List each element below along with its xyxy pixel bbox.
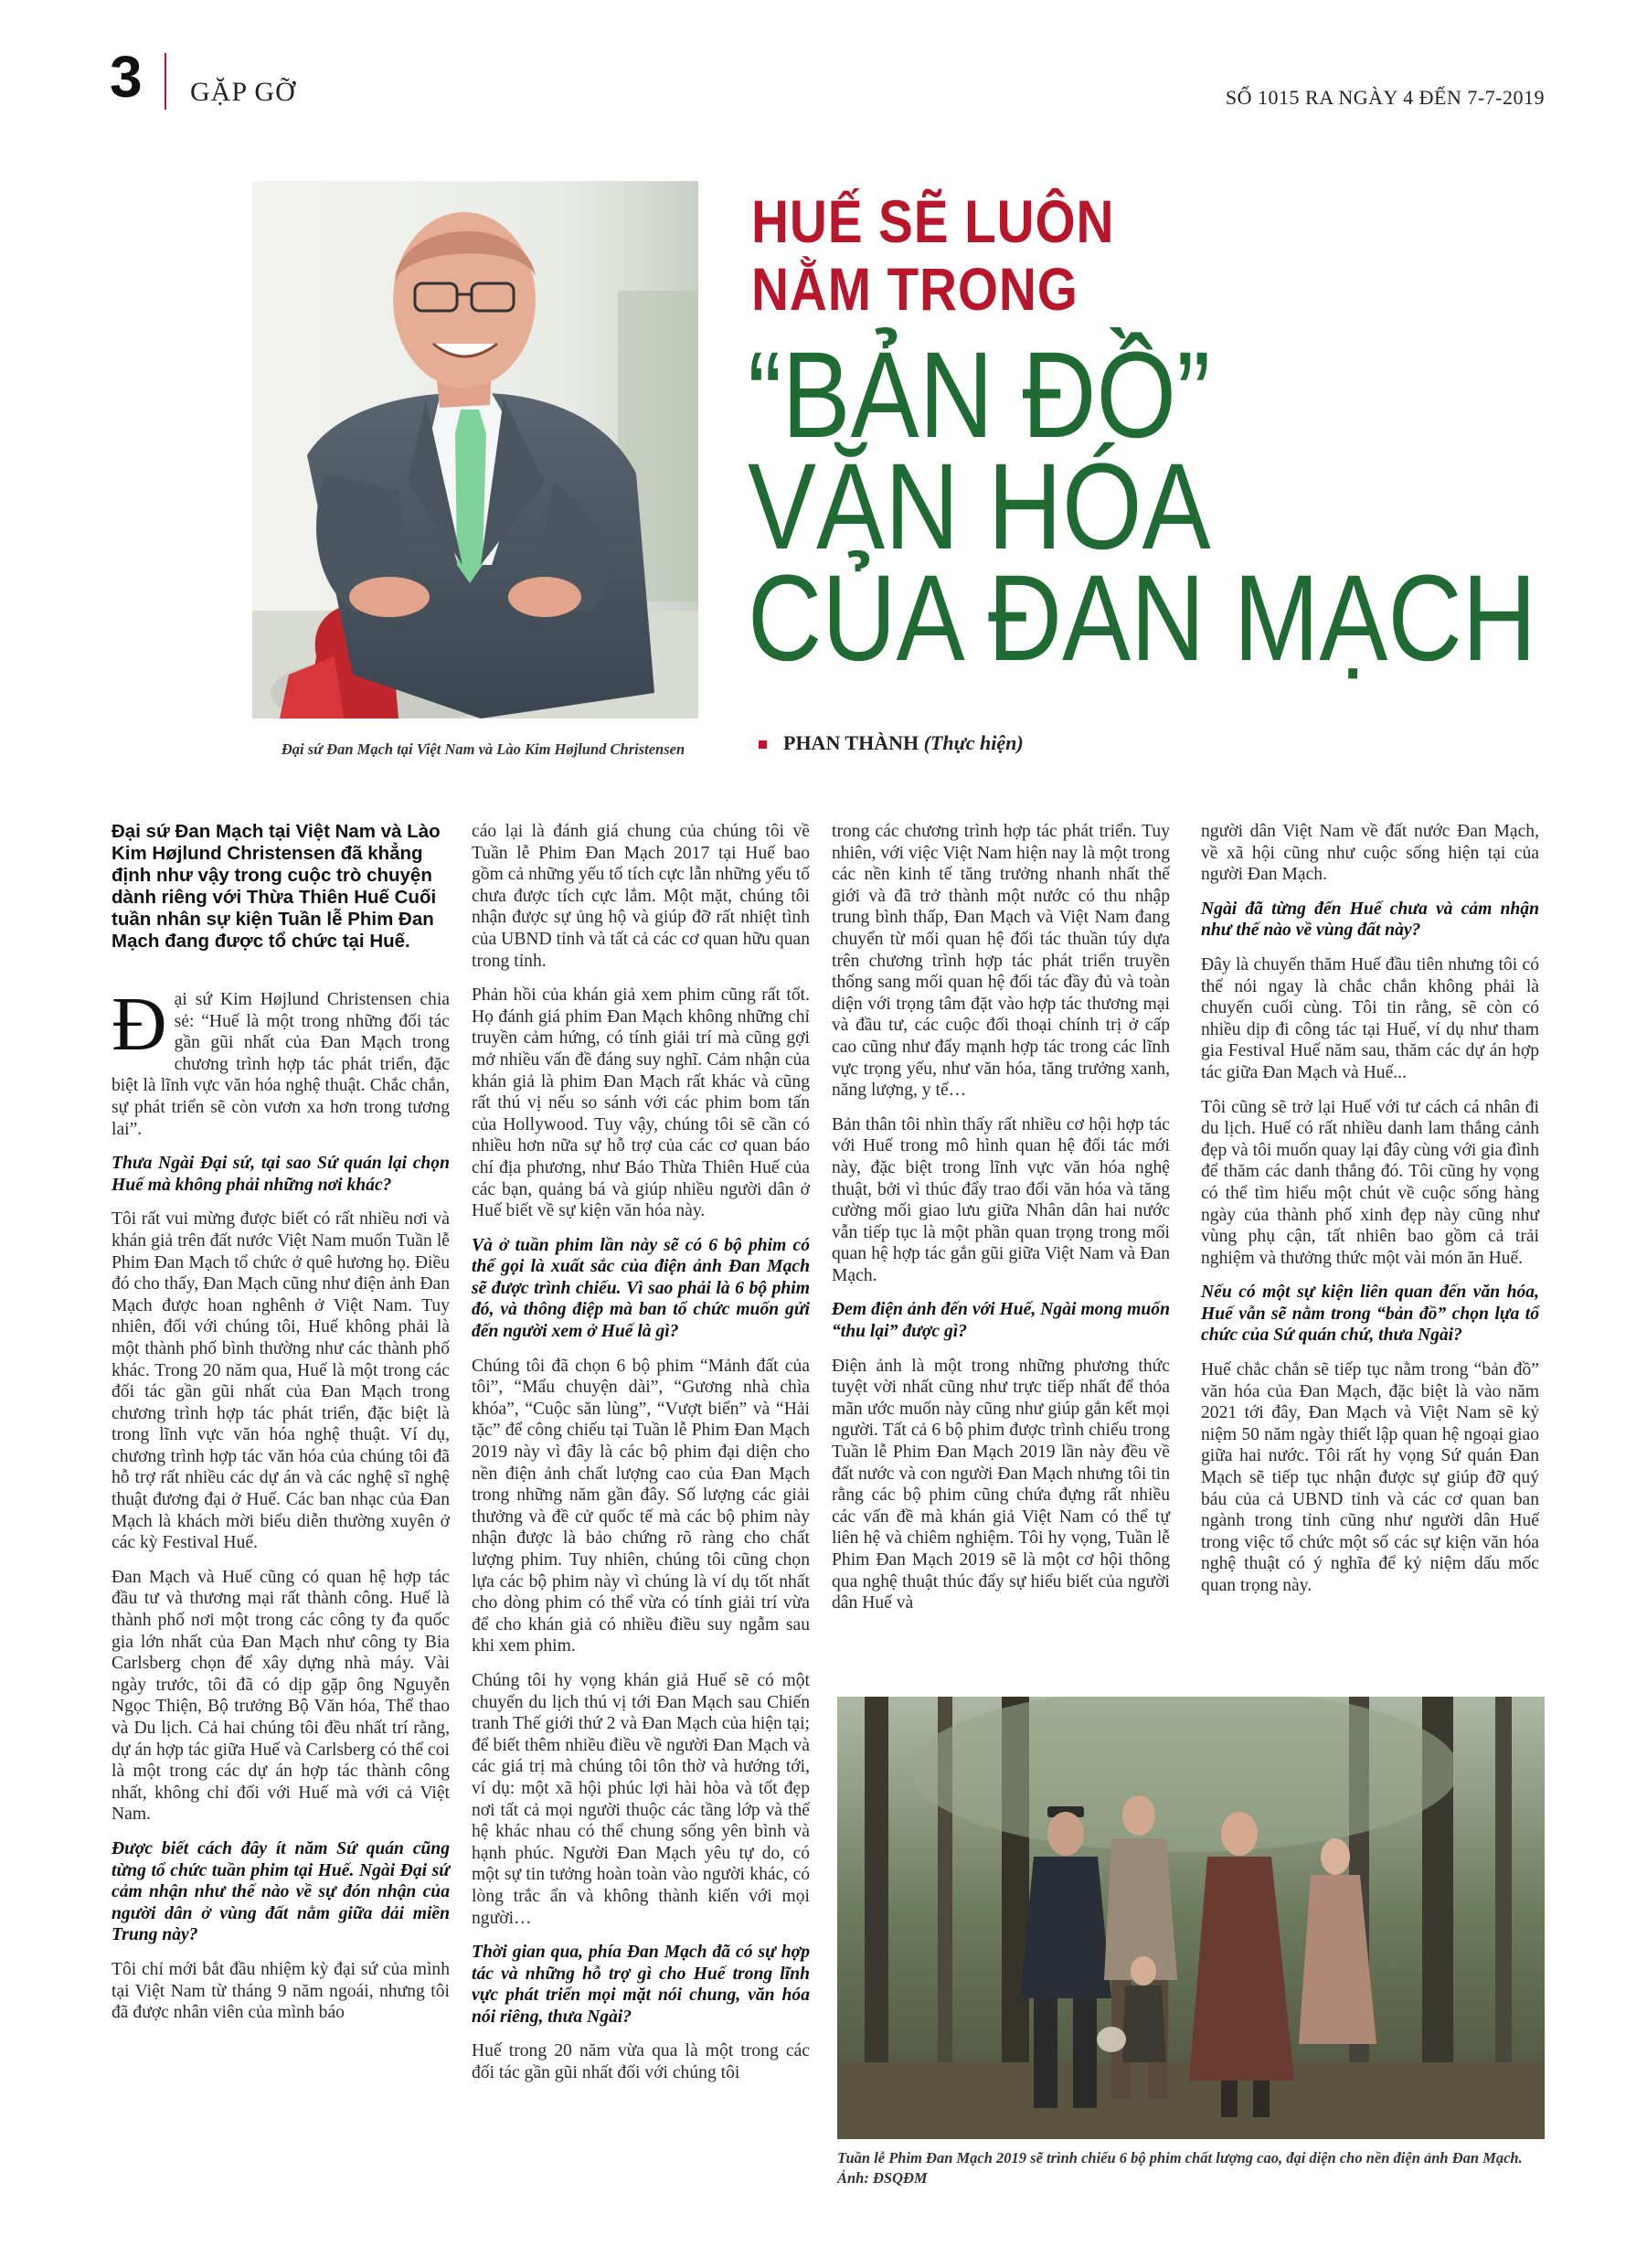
film-still-image [837, 1697, 1545, 2139]
paragraph: Tôi rất vui mừng được biết có rất nhiều nơi và khán giả trên đất nước Việt Nam muốn Tuần lễ Phim Đan Mạch tổ chức ở quê hương họ. Điều đó cho thấy, Đan Mạch cũng như điện ảnh Đan Mạch được hoan nghênh ở Việt Nam. Tuy nhiên, đối với chúng tôi, Huế không phải là một thành phố bình thường như các thành phố khác. Trong 20 năm qua, Huế là một trong các đối tác gần gũi nhất của Đan Mạch trong chương trình hợp tác phát triển, đặc biệt là trong lĩnh vực văn hóa nghệ thuật. Ví dụ, chương trình hợp tác văn hóa của chúng tôi đã hỗ trợ rất nhiều các dự án và các nghệ sĩ nghệ thuật đương đại ở Huế. Các ban nhạc của Đan Mạch là khách mời biểu diễn thường xuyên ở các kỳ Festival Huế. [112, 1209, 450, 1553]
paragraph: Đan Mạch và Huế cũng có quan hệ hợp tác đầu tư và thương mại rất thành công. Huế là thành phố nơi một trong các công ty đa quốc gia lớn nhất của Đan Mạch như công ty Bia Carlsberg chọn để xây dựng nhà máy. Vài ngày trước, tôi đã có dịp gặp ông Nguyễn Ngọc Thiện, Bộ trưởng Bộ Văn hóa, Thể thao và Du lịch. Cả hai chúng tôi đều nhất trí rằng, dự án hợp tác giữa Huế và Carlsberg có thể coi là một trong các dự án hợp tác thành công nhất, không chỉ đối với Huế mà với cả Việt Nam. [112, 1567, 450, 1825]
paragraph-text: ại sứ Kim Højlund Christensen chia sẻ: “Huế là một trong những đối tác gần gũi nhất của Đan Mạch trong chương trình hợp tác phát triển, đặc biệt là lĩnh vực văn hóa nghệ thuật. Chắc chắn, sự phát triển sẽ còn vươn xa hơn trong tương lai”. [112, 990, 450, 1139]
interview-question: Nếu có một sự kiện liên quan đến văn hóa, Huế vẫn sẽ nằm trong “bản đồ” chọn lựa tổ chức của Sứ quán chứ, thưa Ngài? [1201, 1283, 1539, 1346]
byline-role: (Thực hiện) [923, 731, 1024, 754]
headline-line-5: CỦA ĐAN MẠCH [748, 550, 1537, 687]
interview-question: Đem điện ảnh đến với Huế, Ngài mong muốn “thu lại” được gì? [832, 1300, 1170, 1342]
drop-cap: Đ [112, 982, 167, 1067]
paragraph: Tôi cũng sẽ trở lại Huế với tư cách cá nhân đi du lịch. Huế có rất nhiều danh lam thắng cảnh đẹp và tôi muốn quay lại đây cùng với gia đình để thăm các danh thắng đó. Tôi cũng hy vọng có thể tìm hiểu một chút về cuộc sống hàng ngày của thành phố xinh đẹp này cũng như vùng phụ cận, tất nhiên bao gồm cả trải nghiệm và thưởng thức một vài món ăn Huế. [1201, 1097, 1539, 1268]
paragraph: Chúng tôi đã chọn 6 bộ phim “Mảnh đất của tôi”, “Mẩu chuyện dài”, “Gương nhà chìa khóa”, “Cuộc săn lùng”, “Vượt biển” và “Hải tặc” để công chiếu tại Tuần lễ Phim Đan Mạch 2019 này vì đây là các bộ phim đại diện cho nền điện ảnh chất lượng cao của Đan Mạch trong những năm gần đây. Số lượng các giải thưởng và đề cử quốc tế mà các bộ phim này nhận được là bảo chứng rõ ràng cho chất lượng phim. Tuy nhiên, chúng tôi cũng chọn lựa các bộ phim này vì chúng là ví dụ tốt nhất cho dòng phim có thể vừa có tính giải trí vừa để cho khán giả có nhiều điều suy ngẫm sau khi xem phim. [472, 1356, 810, 1656]
paragraph: Điện ảnh là một trong những phương thức tuyệt vời nhất cũng như trực tiếp nhất để thỏa mãn ước muốn này cũng như giúp gắn kết mọi người. Tất cả 6 bộ phim được trình chiếu trong Tuần lễ Phim Đan Mạch 2019 lần này đều về đất nước và con người Đan Mạch nhưng tôi tin rằng các bộ phim cũng chứa đựng rất nhiều các vấn đề mà khán giả Việt Nam có thể tự liên hệ và chiêm nghiệm. Tôi hy vọng, Tuần lễ Phim Đan Mạch 2019 sẽ là một cơ hội thông qua nghệ thuật thúc đẩy sự hiểu biết của người dân Huế và [832, 1356, 1170, 1613]
byline-bullet [759, 740, 767, 749]
article-column-3 [832, 821, 1170, 1627]
byline-author: PHAN THÀNH [783, 731, 919, 754]
interview-question: Và ở tuần phim lần này sẽ có 6 bộ phim có thể gọi là xuất sắc của điện ảnh Đan Mạch sẽ được trình chiếu. Vì sao phải là 6 bộ phim đó, và thông điệp mà ban tổ chức muốn gửi đến người xem ở Huế là gì? [472, 1235, 810, 1342]
headline-line-2: NẰM TRONG [751, 255, 1079, 323]
portrait-image [252, 181, 698, 719]
article-column-2 [472, 821, 810, 2097]
page-number: 3 [110, 44, 143, 110]
article-column-4 [1201, 821, 1539, 1610]
interview-question: Ngài đã từng đến Huế chưa và cảm nhận như thế nào về vùng đất này? [1201, 899, 1539, 941]
header-divider [165, 53, 166, 110]
paragraph: Phản hồi của khán giả xem phim cũng rất tốt. Họ đánh giá phim Đan Mạch không những chỉ truyền cảm hứng, có tính giải trí mà cũng gợi mở nhiều vấn đề đáng suy nghĩ. Cảm nhận của khán giả là phim Đan Mạch rất khác và cũng rất thú vị nếu so sánh với các phim bom tấn của Hollywood. Tuy vậy, chúng tôi sẽ cần có nhiều hơn nữa sự hỗ trợ của các cơ quan báo chí địa phương, như Báo Thừa Thiên Huế của các bạn, quảng bá và giúp nhiều người dân ở Huế biết về sự kiện văn hóa này. [472, 985, 810, 1221]
interview-question: Thưa Ngài Đại sứ, tại sao Sứ quán lại chọn Huế mà không phải những nơi khác? [112, 1154, 450, 1195]
headline-line-1: HUẾ SẼ LUÔN [751, 187, 1115, 255]
interview-question: Thời gian qua, phía Đan Mạch đã có sự hợp tác và những hỗ trợ gì cho Huế trong lĩnh vực phát triển mọi mặt nói chung, văn hóa nói riêng, thưa Ngài? [472, 1943, 810, 2027]
ambassador-portrait [252, 181, 698, 719]
article-column-1 [112, 821, 450, 2037]
film-still-photo [837, 1697, 1545, 2139]
paragraph: Huế trong 20 năm vừa qua là một trong các đối tác gần gũi nhất đối với chúng tôi [472, 2041, 810, 2083]
paragraph: Đây là chuyến thăm Huế đầu tiên nhưng tôi có thể nói ngay là chắc chắn không phải là chuyến cuối cùng. Tôi tin rằng, sẽ còn có nhiều dịp đi công tác tại Huế, ví dụ như tham gia Festival Huế năm sau, thăm các dự án hợp tác giữa Đan Mạch và Huế... [1201, 954, 1539, 1082]
paragraph [112, 982, 450, 1140]
issue-info: SỐ 1015 RA NGÀY 4 ĐẾN 7-7-2019 [1225, 86, 1545, 109]
paragraph: Bản thân tôi nhìn thấy rất nhiều cơ hội hợp tác với Huế trong mô hình quan hệ đối tác mới này, đặc biệt trong lĩnh vực văn hóa nghệ thuật, bởi vì thúc đẩy trao đổi văn hóa và tăng cường mối giao lưu giữa Nhân dân hai nước vẫn tiếp tục là một phần quan trọng trong mối quan hệ hợp tác gắn gũi giữa Việt Nam và Đan Mạch. [832, 1114, 1170, 1285]
article-lead: Đại sứ Đan Mạch tại Việt Nam và Lào Kim Højlund Christensen đã khẳng định như vậy trong cuộc trò chuyện dành riêng với Thừa Thiên Huế Cuối tuần nhân sự kiện Tuần lễ Phim Đan Mạch đang được tổ chức tại Huế. [112, 821, 441, 952]
interview-question: Được biết cách đây ít năm Sứ quán cũng từng tổ chức tuần phim tại Huế. Ngài Đại sứ cảm nhận như thế nào về sự đón nhận của người dân ở vùng đất nằm giữa dải miền Trung này? [112, 1838, 450, 1945]
byline [759, 731, 1024, 755]
paragraph: người dân Việt Nam về đất nước Đan Mạch, về xã hội cũng như cuộc sống hiện tại của người Đan Mạch. [1201, 822, 1539, 885]
paragraph: Chúng tôi hy vọng khán giả Huế sẽ có một chuyến du lịch thú vị tới Đan Mạch sau Chiến tranh Thế giới thứ 2 và Đan Mạch của hiện tại; để biết thêm nhiều điều về người Đan Mạch và các giá trị mà chúng tôi tôn thờ và hướng tới, ví dụ: một xã hội phúc lợi hài hòa và tốt đẹp nơi tất cả mọi người thuộc các tầng lớp và thế hệ khác nhau có thể chung sống yên bình và hạnh phúc. Người Đan Mạch yêu tự do, có một sự tin tưởng hoàn toàn vào người khác, có lòng trắc ẩn và không thành kiến với mọi người… [472, 1670, 810, 1928]
paragraph: trong các chương trình hợp tác phát triển. Tuy nhiên, với việc Việt Nam hiện nay là một trong các nền kinh tế tăng trưởng nhanh nhất thế giới và đã trở thành một nước có thu nhập trung bình thấp, Đan Mạch và Việt Nam đang chuyển từ mối quan hệ đối tác thuần túy dựa trên chương trình hợp tác phát triển truyền thống sang mối quan hệ đối tác đầy đủ và toàn diện với trọng tâm đặt vào hợp tác thương mại và đầu tư, các cuộc đối thoại chính trị ở cấp cao cũng như đẩy mạnh hợp tác trong các lĩnh vực trọng yếu, như văn hóa, tăng trưởng xanh, năng lượng, y tế… [832, 822, 1170, 1101]
section-title: GẶP GỠ [190, 77, 296, 107]
headline-line-3: “BẢN ĐỒ” [748, 327, 1211, 463]
paragraph: Tôi chỉ mới bắt đầu nhiệm kỳ đại sứ của mình tại Việt Nam từ tháng 9 năm ngoái, nhưng tôi đã được nhân viên của mình báo [112, 1959, 450, 2023]
paragraph: Huế chắc chắn sẽ tiếp tục nằm trong “bản đồ” văn hóa của Đan Mạch, đặc biệt là vào năm 2021 tới đây, Đan Mạch và Việt Nam sẽ kỷ niệm 50 năm ngày thiết lập quan hệ ngoại giao giữa hai nước. Tôi rất hy vọng Sứ quán Đan Mạch sẽ tiếp tục nhận được sự giúp đỡ quý báu của cả UBND tỉnh và các cơ quan ban ngành trong tỉnh cũng như người dân Huế trong việc tổ chức một số các sự kiện văn hóa nghệ thuật có ý nghĩa để kỷ niệm dấu mốc quan trọng này. [1201, 1360, 1539, 1595]
headline-top [751, 187, 1114, 323]
headline-line-4: VĂN HÓA [748, 439, 1211, 575]
paragraph: cáo lại là đánh giá chung của chúng tôi về Tuần lễ Phim Đan Mạch 2017 tại Huế bao gồm cả những yếu tố tích cực lẫn những yếu tố chưa được tích cực lắm. Một mặt, chúng tôi nhận được sự ủng hộ và giúp đỡ rất nhiệt tình của UBND tỉnh và tất cả các cơ quan hữu quan trong tỉnh. [472, 822, 810, 971]
portrait-caption: Đại sứ Đan Mạch tại Việt Nam và Lào Kim Højlund Christensen [281, 740, 685, 758]
film-photo-caption: Tuần lễ Phim Đan Mạch 2019 sẽ trình chiếu 6 bộ phim chất lượng cao, đại diện cho nền điện ảnh Đan Mạch. Ảnh: ĐSQĐM [837, 2149, 1523, 2187]
headline-main [748, 327, 1537, 687]
